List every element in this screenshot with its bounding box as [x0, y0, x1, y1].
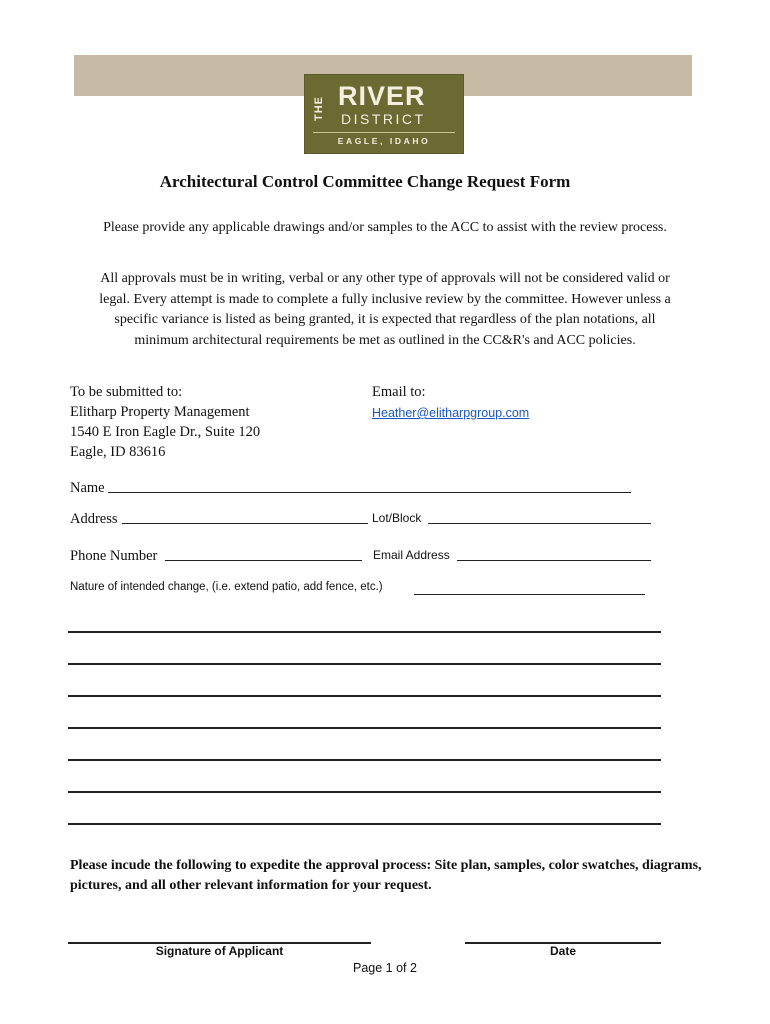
logo-district-text: DISTRICT	[341, 111, 426, 127]
submit-to-block	[70, 382, 260, 462]
lot-block-field[interactable]	[428, 523, 651, 524]
address-label: Address	[70, 511, 118, 527]
approvals-line: minimum architectural requirements be met as outlined in the CC&R's and ACC policies.	[134, 332, 636, 348]
email-to-block	[372, 382, 529, 423]
name-field[interactable]	[108, 492, 631, 493]
page-number: Page 1 of 2	[353, 961, 417, 975]
description-line[interactable]	[68, 727, 661, 729]
approvals-paragraph	[60, 269, 710, 351]
date-label: Date	[549, 944, 576, 958]
approvals-line: legal. Every attempt is made to complete a fully inclusive review by the committee. However unless a	[99, 291, 671, 307]
description-line[interactable]	[68, 791, 661, 793]
name-label: Name	[70, 480, 105, 496]
description-line[interactable]	[68, 695, 661, 697]
nature-field[interactable]	[414, 594, 645, 595]
approvals-line: specific variance is listed as being granted, it is expected that regardless of the plan notations, all	[114, 312, 656, 327]
phone-label: Phone Number	[70, 548, 158, 564]
river-district-logo	[304, 74, 464, 154]
address-field[interactable]	[122, 523, 368, 524]
nature-label: Nature of intended change, (i.e. extend patio, add fence, etc.)	[70, 581, 383, 593]
phone-field[interactable]	[165, 560, 362, 561]
approvals-line: All approvals must be in writing, verbal or any other type of approvals will not be considered valid or	[100, 271, 670, 286]
submit-to-label: To be submitted to:	[70, 384, 183, 400]
logo-river-text: RIVER	[338, 81, 426, 111]
submit-address: 1540 E Iron Eagle Dr., Suite 120	[70, 424, 261, 440]
logo-divider	[313, 132, 455, 133]
expedite-note: Please incude the following to expedite the approval process: Site plan, samples, color swatches, diagrams, pictures, and all other relevant information for your request.	[70, 858, 702, 893]
logo-place-text: EAGLE, IDAHO	[337, 136, 431, 146]
email-address-label: Email Address	[373, 548, 450, 562]
submit-company: Elitharp Property Management	[70, 404, 250, 420]
email-address-field[interactable]	[457, 560, 651, 561]
email-to-label: Email to:	[372, 384, 426, 400]
intro-paragraph: Please provide any applicable drawings and/or samples to the ACC to assist with the review process.	[103, 220, 667, 235]
description-line[interactable]	[68, 631, 661, 633]
form-title: Architectural Control Committee Change Request Form	[159, 172, 571, 191]
lot-block-label: Lot/Block	[372, 511, 422, 525]
signature-label: Signature of Applicant	[155, 944, 284, 958]
description-line[interactable]	[68, 663, 661, 665]
description-line[interactable]	[68, 823, 661, 825]
logo-the-text: THE	[313, 96, 325, 122]
description-line[interactable]	[68, 759, 661, 761]
email-link[interactable]: Heather@elitharpgroup.com	[372, 406, 530, 420]
submit-city: Eagle, ID 83616	[70, 444, 166, 460]
